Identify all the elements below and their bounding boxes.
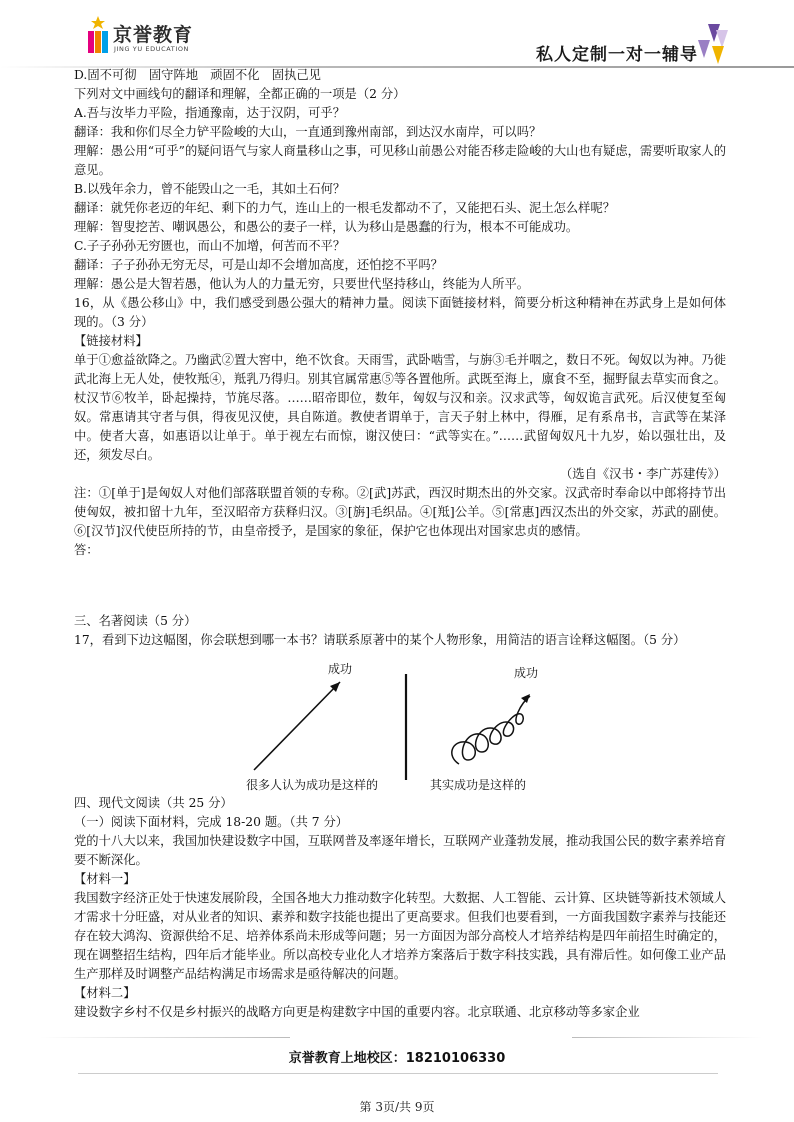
passage-text: 单于①愈益欲降之。乃幽武②置大窖中，绝不饮食。天雨雪，武卧啮雪，与旃③毛并咽之，数日不死。匈奴以为神。乃徙武北海上无人处，使牧羝④，羝乳乃得归。别其官属常惠⑤等各置他所。武既至海上，廪食不至，掘野鼠去草实而食之。杖汉节⑥牧羊，卧起操持，节旄尽落。……昭帝即位，数年，匈奴与汉和亲。汉求武等，匈奴诡言武死。后汉使复至匈奴。常惠请其守者与俱，得夜见汉使，具自陈道。教使者谓单于，言天子射上林中，得雁，足有系帛书，言武等在某泽中。使者大喜，如惠语以让单于。单于视左右而惊，谢汉使曰：“武等实在。”……武留匈奴凡十九岁，始以强壮出，及还，须发尽白。 (74, 353, 726, 462)
material-heading: 【链接材料】 (74, 334, 148, 348)
success-figure (74, 652, 726, 794)
logo-mark-icon (85, 14, 111, 56)
text-line: 理解：智叟挖苦、嘲讽愚公，和愚公的妻子一样，认为移山是愚蠢的行为，根本不可能成功。 (74, 220, 579, 234)
material-2-heading: 【材料二】 (74, 986, 136, 1000)
question-17: 17，看到下边这幅图，你会联想到哪一本书？请联系原著中的某个人物形象，用简洁的语言诠释这幅图。（5 分） (74, 633, 686, 647)
header-slogan: 私人定制一对一辅导 (536, 45, 698, 65)
text-line: D.固不可彻 固守阵地 顽固不化 固执己见 (74, 68, 321, 82)
logo-text-cn: 京誉教育 (113, 24, 194, 46)
text-line: 翻译：我和你们尽全力铲平险峻的大山，一直通到豫州南部，到达汉水南岸，可以吗？ (74, 125, 542, 139)
page-number: 第 3页/共 9页 (359, 1100, 435, 1114)
caption-left: 很多人认为成功是这样的 (246, 778, 379, 792)
passage-source: （选自《汉书・李广苏建传》） (559, 467, 726, 481)
material-2-text: 建设数字乡村不仅是乡村振兴的战略方向更是构建数字中国的重要内容。北京联通、北京移动等多家企业 (74, 1005, 640, 1019)
option-a: A.吾与汝毕力平险，指通豫南，达于汉阴，可乎？ (74, 106, 346, 120)
success-label-right: 成功 (514, 666, 539, 680)
answer-label: 答： (74, 543, 99, 557)
page-footer (0, 1028, 794, 1088)
straight-arrow-shaft (254, 682, 340, 770)
footer-divider-right (572, 1037, 762, 1038)
spiral-arrow-path (452, 696, 530, 764)
section-3-title: 三、名著阅读（5 分） (74, 614, 197, 628)
text-line: 下列对文中画线句的翻译和理解，全都正确的一项是（2 分） (74, 87, 406, 101)
document-body (74, 66, 726, 1022)
footnote: 注：①[单于]是匈奴人对他们部落联盟首领的专称。②[武]苏武，西汉时期杰出的外交家。汉武帝时奉命以中郎将持节出使匈奴，被扣留十九年，至汉昭帝方获释归汉。③[旃]毛织品。④[羝]公羊。⑤[常惠]西汉杰出的外交家，苏武的副使。⑥[汉节]汉代使臣所持的节，由皇帝授予，是国家的象征，保护它也体现出对国家忠贞的感情。 (74, 486, 726, 538)
spiral-arrow-head (521, 694, 530, 703)
footer-divider-left (40, 1037, 290, 1038)
page-header (0, 0, 794, 70)
success-illustration (74, 652, 726, 794)
subsection-1-title: （一）阅读下面材料，完成 18-20 题。（共 7 分） (74, 815, 349, 829)
question-16: 16，从《愚公移山》中，我们感受到愚公强大的精神力量。阅读下面链接材料，简要分析这种精神在苏武身上是如何体现的。（3 分） (74, 296, 726, 329)
triangle-decoration-icon (694, 22, 728, 66)
material-1-text: 我国数字经济正处于快速发展阶段，全国各地大力推动数字化转型。大数据、人工智能、云计算、区块链等新技术领域人才需求十分旺盛，对从业者的知识、素养和数字技能也提出了更高要求。但我们也要看到，一方面我国数字素养与技能还存在较大鸿沟、资源供给不足、培养体系尚未形成等问题；另一方面因为部分高校人才培养结构是四年前招生时确定的，现在调整招生结构，四年后才能毕业。所以高校专业化人才培养方案落后于数字科技实践，具有滞后性。如何像工业产品生产那样及时调整产品结构满足市场需求是亟待解决的问题。 (74, 891, 726, 981)
option-b: B.以残年余力，曾不能毁山之一毛，其如土石何？ (74, 182, 346, 196)
text-line: 理解：愚公是大智若愚，他认为人的力量无穷，只要世代坚持移山，终能为人所平。 (74, 277, 529, 291)
material-1-heading: 【材料一】 (74, 872, 136, 886)
option-c: C.子子孙孙无穷匮也，而山不加增，何苦而不平？ (74, 239, 346, 253)
text-line: 理解：愚公用“可乎”的疑问语气与家人商量移山之事，可见移山前愚公对能否移走险峻的大山也有疑虑，需要听取家人的意见。 (74, 144, 727, 177)
logo-text-en: JING YU EDUCATION (114, 45, 190, 53)
text-line: 翻译：就凭你老迈的年纪、剩下的力气，连山上的一根毛发都动不了，又能把石头、泥土怎么样呢？ (74, 201, 616, 215)
passage-intro: 党的十八大以来，我国加快建设数字中国，互联网普及率逐年增长，互联网产业蓬勃发展，推动我国公民的数字素养培育要不断深化。 (74, 834, 726, 867)
section-4-title: 四、现代文阅读（共 25 分） (74, 796, 233, 810)
company-logo (85, 14, 195, 58)
footer-divider (78, 1073, 718, 1074)
text-line: 翻译：子子孙孙无穷无尽，可是山却不会增加高度，还怕挖不平吗？ (74, 258, 443, 272)
footer-contact: 京誉教育上地校区：18210106330 (288, 1051, 506, 1066)
answer-space (74, 560, 726, 612)
success-label-left: 成功 (328, 662, 353, 676)
caption-right: 其实成功是这样的 (430, 778, 527, 792)
